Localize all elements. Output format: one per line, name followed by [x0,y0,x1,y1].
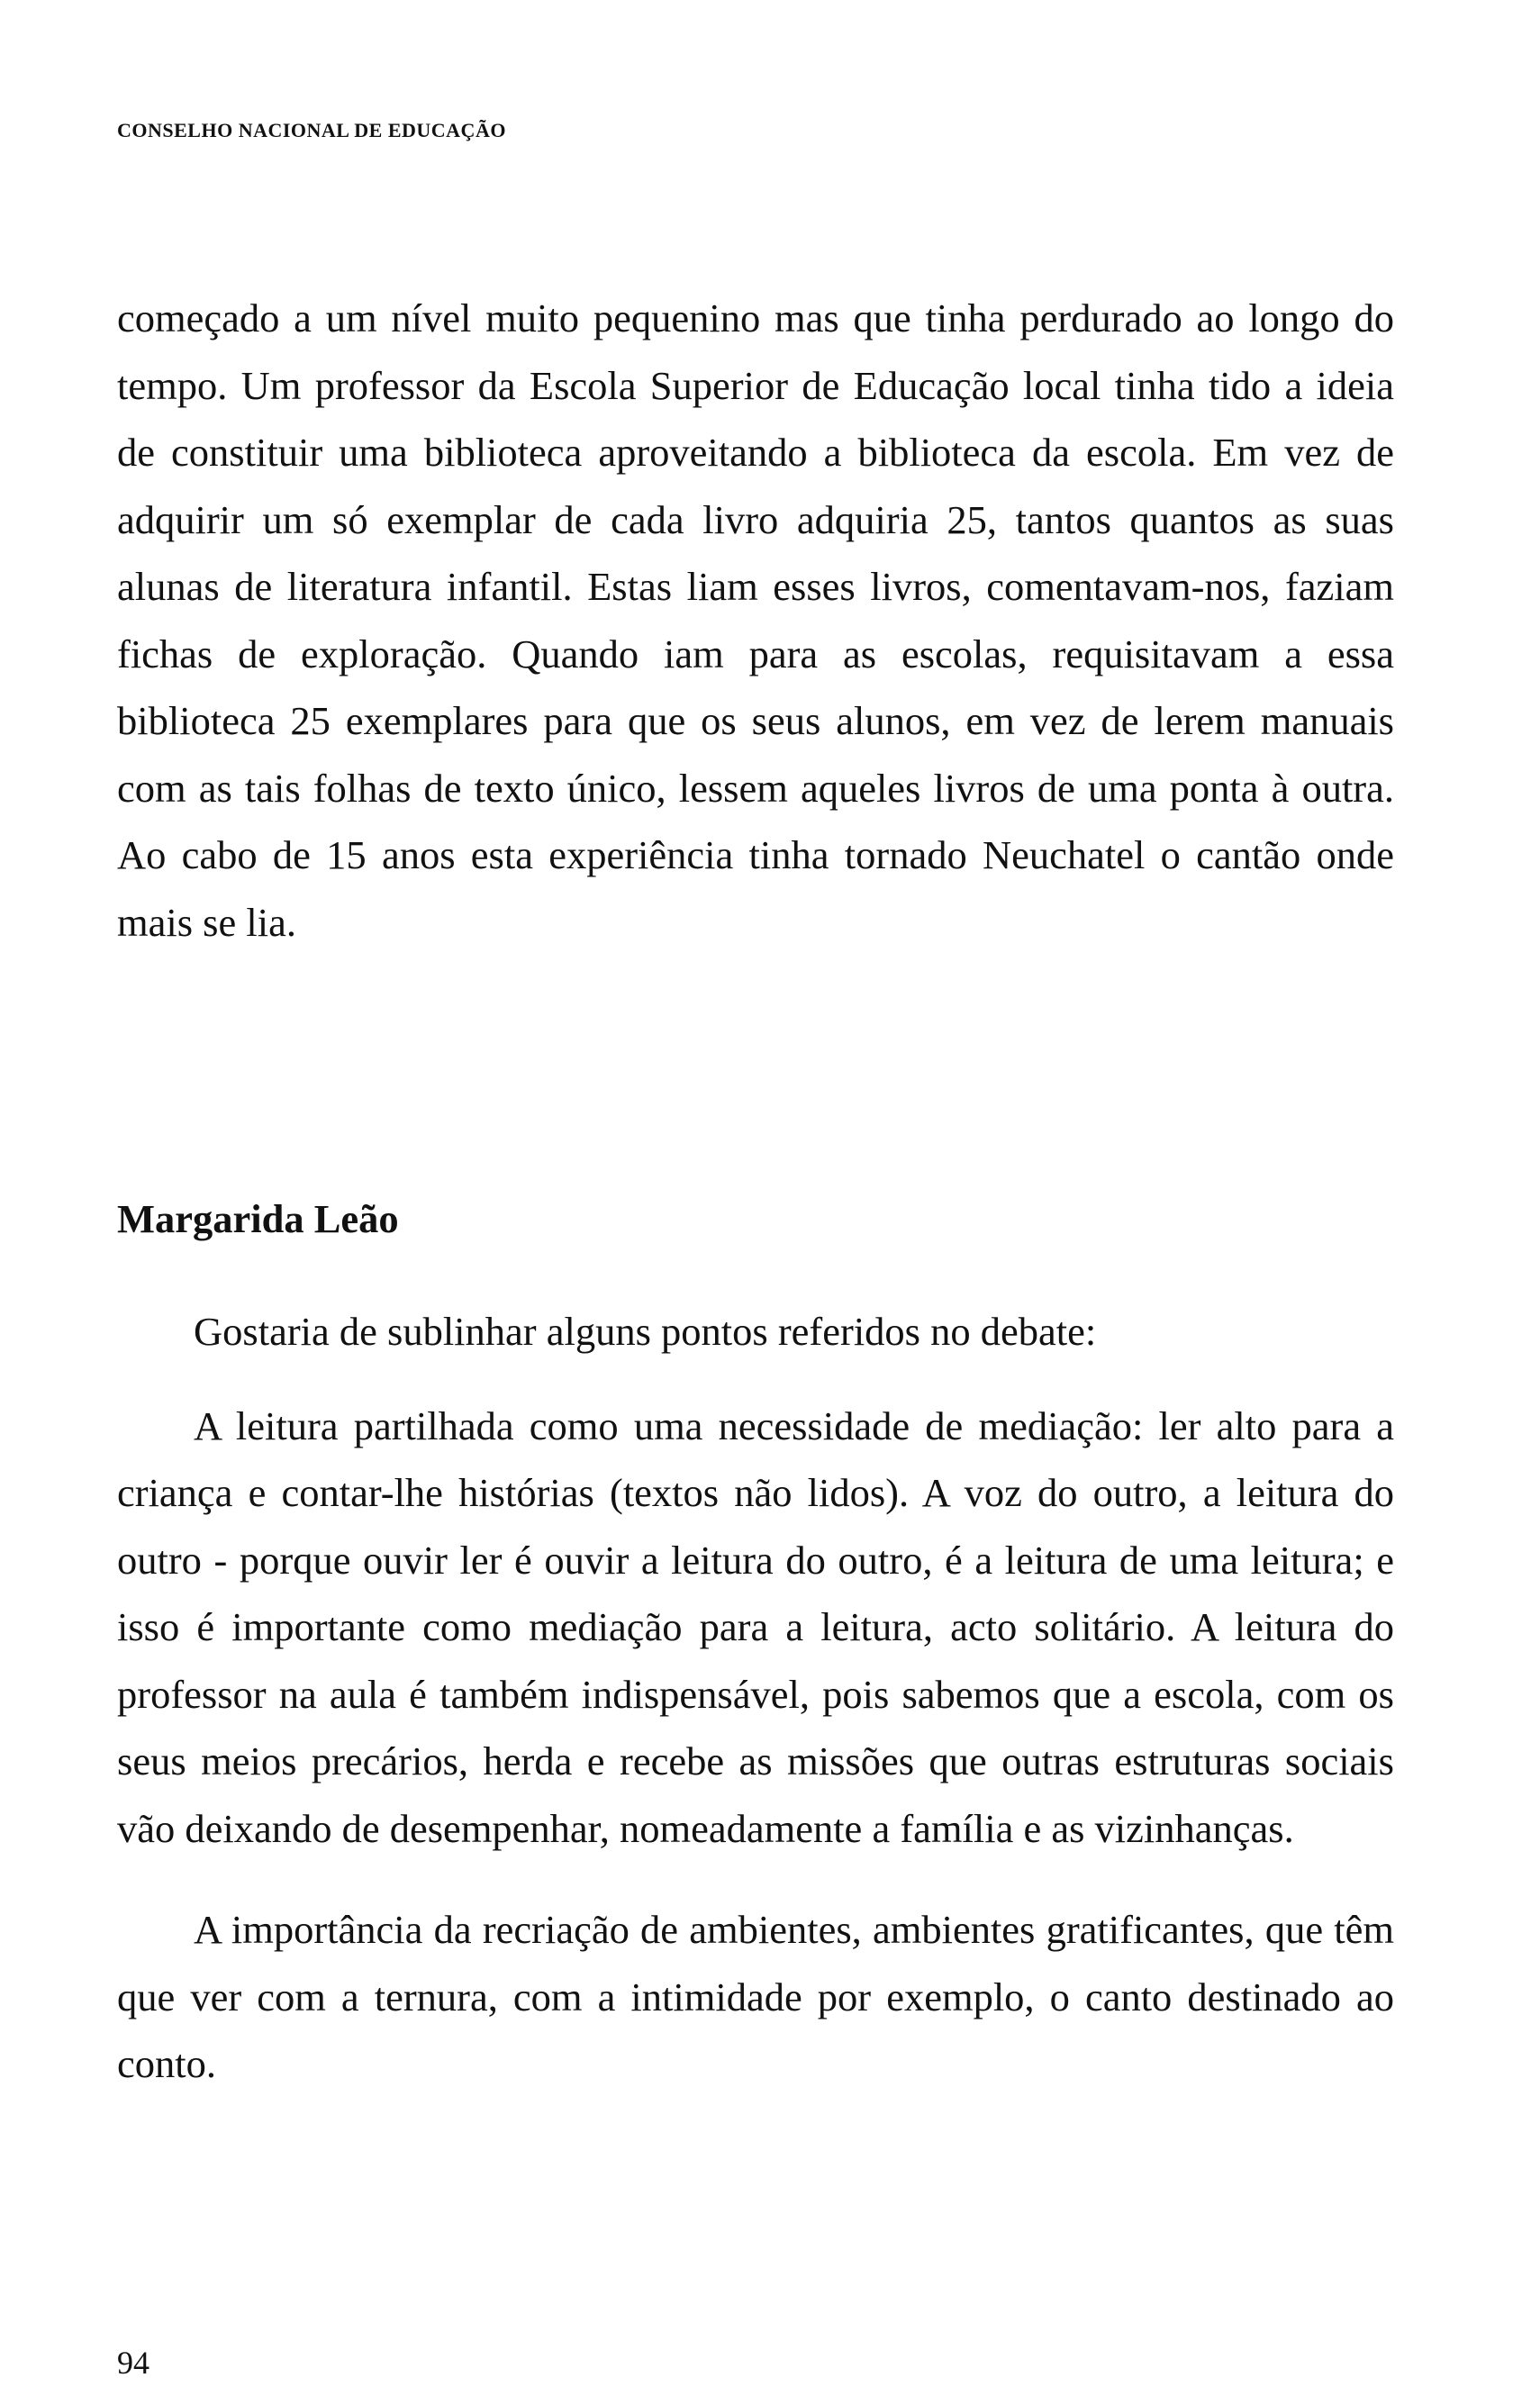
page-number: 94 [117,2345,149,2381]
speaker-section [117,1298,1394,2098]
page-body [117,285,1394,2086]
body-paragraph: A importância da recriação de ambientes, ambientes gratificantes, que têm que ver com a ternura, com a intimidade por exemplo, o canto destinado ao conto. [117,1907,1394,2086]
continuation-paragraph: começado a um nível muito pequenino mas que tinha perdurado ao longo do tempo. Um professor da Escola Superior de Educação local tinha tido a ideia de constituir uma biblioteca aproveitando a biblioteca da escola. Em vez de adquirir um só exemplar de cada livro adquiria 25, tantos quantos as suas alunas de literatura infantil. Estas liam esses livros, comentavam-nos, faziam fichas de exploração. Quando iam para as escolas, requisitavam a essa biblioteca 25 exemplares para que os seus alunos, em vez de lerem manuais com as tais folhas de texto único, lessem aqueles livros de uma ponta à outra. Ao cabo de 15 anos esta experiência tinha tornado Neuchatel o cantão onde mais se lia. [117,295,1394,945]
body-paragraph: Gostaria de sublinhar alguns pontos referidos no debate: [194,1309,1097,1354]
speaker-name: Margarida Leão [117,1196,399,1241]
body-paragraph: A leitura partilhada como uma necessidade de mediação: ler alto para a criança e contar-lhe histórias (textos não lidos). A voz do outro, a leitura do outro - porque ouvir ler é ouvir a leitura do outro, é a leitura de uma leitura; e isso é importante como mediação para a leitura, acto solitário. A leitura do professor na aula é também indispensável, pois sabemos que a escola, com os seus meios precários, herda e recebe as missões que outras estruturas sociais vão deixando de desempenhar, nomeadamente a família e as vizinhanças. [117,1402,1394,1851]
running-header: CONSELHO NACIONAL DE EDUCAÇÃO [117,119,506,141]
